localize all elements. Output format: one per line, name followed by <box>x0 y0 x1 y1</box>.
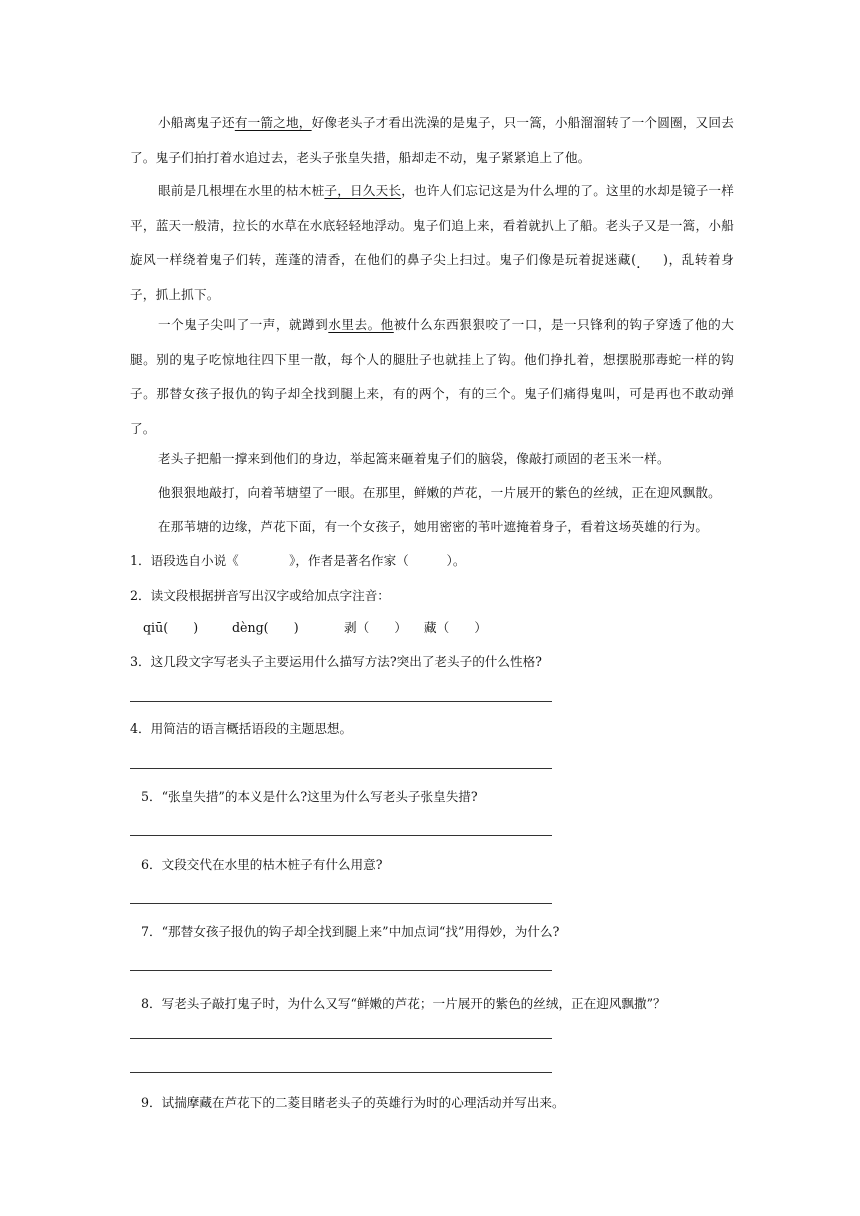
pinyin-item: 藏（ ） <box>424 620 487 635</box>
passage-paragraph-2: 眼前是几根埋在水里的枯木桩子，日久天长，也许人们忘记这是为什么埋的了。这里的水却是镜子一样平，蓝天一般清，拉长的水草在水底轻轻地浮动。鬼子们追上来，看着就扒上了船。老头子又是一篙，小船旋风一样绕着鬼子们转，莲蓬的清香，在他们的鼻子尖上扫过。鬼子们像是玩着捉迷藏( )，乱转着身子，抓上抓下。 <box>130 183 735 302</box>
question-3: 3．这几段文字写老头子主要运用什么描写方法?突出了老头子的什么性格? <box>130 654 542 669</box>
question-4: 4．用简洁的语言概括语段的主题思想。 <box>130 721 353 736</box>
question-5: 5．“张皇失措”的本义是什么?这里为什么写老头子张皇失措? <box>141 789 478 804</box>
answer-line[interactable] <box>130 1072 552 1073</box>
passage-paragraph-6: 在那苇塘的边缘，芦花下面，有一个女孩子，她用密密的苇叶遮掩着身子，看着这场英雄的行为。 <box>158 519 709 534</box>
question-6: 6．文段交代在水里的枯木桩子有什么用意? <box>141 857 383 872</box>
underlined-phrase: 子，日久天长 <box>324 183 402 198</box>
answer-line[interactable] <box>130 701 552 702</box>
dotted-character: 藏 <box>617 252 632 267</box>
pinyin-item: dèng( ) <box>232 620 299 635</box>
passage-paragraph-5: 他狠狠地敲打，向着苇塘望了一眼。在那里，鲜嫩的芦花，一片展开的紫色的丝绒，正在迎风飘散。 <box>158 485 721 500</box>
answer-line[interactable] <box>130 768 552 769</box>
pinyin-item: 剥（ ） <box>344 620 407 635</box>
answer-line[interactable] <box>130 903 552 904</box>
underlined-phrase: 有一箭之地， <box>234 115 312 130</box>
passage-paragraph-4: 老头子把船一撑来到他们的身边，举起篙来砸着鬼子们的脑袋，像敲打顽固的老玉米一样。 <box>158 451 670 466</box>
answer-line[interactable] <box>130 835 552 836</box>
question-9: 9．试揣摩藏在芦花下的二菱目睹老头子的英雄行为时的心理活动并写出来。 <box>141 1095 565 1110</box>
blank-parentheses: ( ) <box>631 252 669 267</box>
question-7: 7．“那替女孩子报仇的钩子却全找到腿上来”中加点词“找”用得妙，为什么? <box>141 924 560 939</box>
passage-paragraph-1: 小船离鬼子还有一箭之地，好像老头子才看出洗澡的是鬼子，只一篙，小船溜溜转了一个圆圈，又回去了。鬼子们拍打着水追过去，老头子张皇失措，船却走不动，鬼子紧紧追上了他。 <box>130 115 735 165</box>
underlined-phrase: 水里去。他 <box>328 317 394 332</box>
passage-paragraph-3: 一个鬼子尖叫了一声，就蹲到水里去。他被什么东西狠狠咬了一口，是一只锋利的钩子穿透了他的大腿。别的鬼子吃惊地往四下里一散，每个人的腿肚子也就挂上了钩。他们挣扎着，想摆脱那毒蛇一样的钩子。那替女孩子报仇的钩子却全找到腿上来，有的两个，有的三个。鬼子们痛得鬼叫，可是再也不敢动弹了。 <box>130 317 735 436</box>
question-8: 8．写老头子敲打鬼子时，为什么又写“鲜嫩的芦花；一片展开的紫色的丝绒，正在迎风飘撒”？ <box>141 996 666 1011</box>
question-1: 1．语段选自小说《 》，作者是著名作家（ ）。 <box>130 553 466 568</box>
question-2: 2．读文段根据拼音写出汉字或给加点字注音： <box>130 588 390 603</box>
answer-line[interactable] <box>130 1038 552 1039</box>
answer-line[interactable] <box>130 970 552 971</box>
pinyin-item: qiū( ) <box>143 620 199 635</box>
